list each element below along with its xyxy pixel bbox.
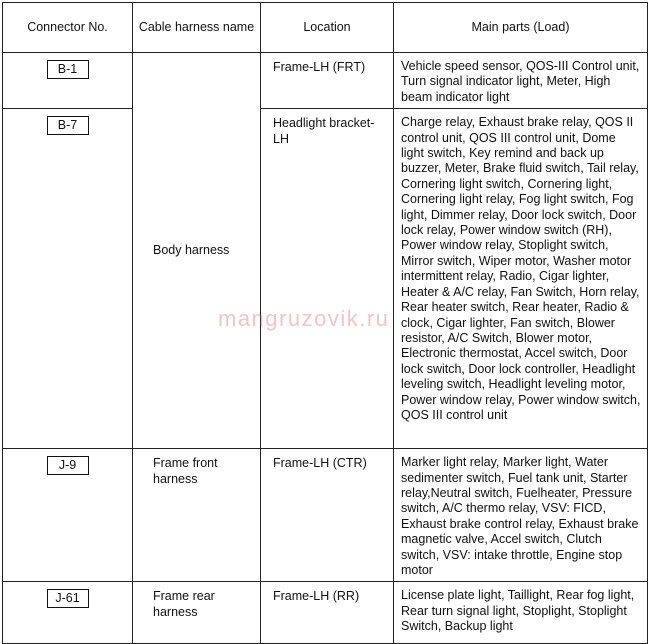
- header-location: Location: [261, 3, 394, 53]
- cable-harness-cell: Body harness: [133, 53, 261, 449]
- location-cell: Frame-LH (FRT): [261, 53, 394, 109]
- cable-harness-cell: Frame rear harness: [133, 582, 261, 644]
- main-parts-cell: Charge relay, Exhaust brake relay, QOS II control unit, QOS III control unit, Dome light switch, Key remind and back up buzzer, Meter, Brake fluid switch, Tail relay, Cornering light switch, Cornering light, Cornering light relay, Fog light switch, Fog light, Dimmer relay, Door lock switch, Door lock relay, Power window switch (RH), Power window relay, Stoplight switch, Mirror switch, Wiper motor, Washer motor intermittent relay, Radio, Cigar lighter, Heater & A/C relay, Fan Switch, Horn relay, Rear heater switch, Rear heater, Radio & clock, Cigar lighter, Fan switch, Blower resistor, A/C Switch, Blower motor, Electronic thermostat, Accel switch, Door lock switch, Door lock controller, Headlight leveling switch, Headlight leveling motor, Power window relay, Power window switch, QOS III control unit: [394, 109, 648, 449]
- cable-harness-cell: Frame front harness: [133, 449, 261, 582]
- connector-cell: [3, 53, 133, 109]
- header-cable-harness-name: Cable harness name: [133, 3, 261, 53]
- location-cell: Headlight bracket-LH: [261, 109, 394, 449]
- location-cell: Frame-LH (RR): [261, 582, 394, 644]
- location-cell: Frame-LH (CTR): [261, 449, 394, 582]
- connector-badge: J-61: [47, 589, 89, 608]
- main-parts-cell: Vehicle speed sensor, QOS-III Control unit, Turn signal indicator light, Meter, High beam indicator light: [394, 53, 648, 109]
- connector-cell: [3, 109, 133, 449]
- main-parts-cell: License plate light, Taillight, Rear fog light, Rear turn signal light, Stoplight, Stoplight Switch, Backup light: [394, 582, 648, 644]
- connector-badge: B-1: [47, 60, 89, 79]
- table-row: [3, 53, 648, 109]
- connector-badge: J-9: [47, 456, 89, 475]
- header-connector: Connector No.: [3, 3, 133, 53]
- connector-cell: [3, 449, 133, 582]
- connector-cell: [3, 582, 133, 644]
- header-row: [3, 3, 648, 53]
- table-row: [3, 109, 648, 449]
- header-main-parts: Main parts (Load): [394, 3, 648, 53]
- table-row: [3, 582, 648, 644]
- table-row: [3, 449, 648, 582]
- harness-table: [2, 2, 648, 644]
- main-parts-cell: Marker light relay, Marker light, Water sedimenter switch, Fuel tank unit, Starter relay,Neutral switch, Fuelheater, Pressure switch, A/C thermo relay, VSV: FICD, Exhaust brake control relay, Exhaust brake magnetic valve, Accel switch, Clutch switch, VSV: intake throttle, Engine stop motor: [394, 449, 648, 582]
- watermark: mangruzovik.ru: [218, 306, 390, 331]
- connector-badge: B-7: [47, 116, 89, 135]
